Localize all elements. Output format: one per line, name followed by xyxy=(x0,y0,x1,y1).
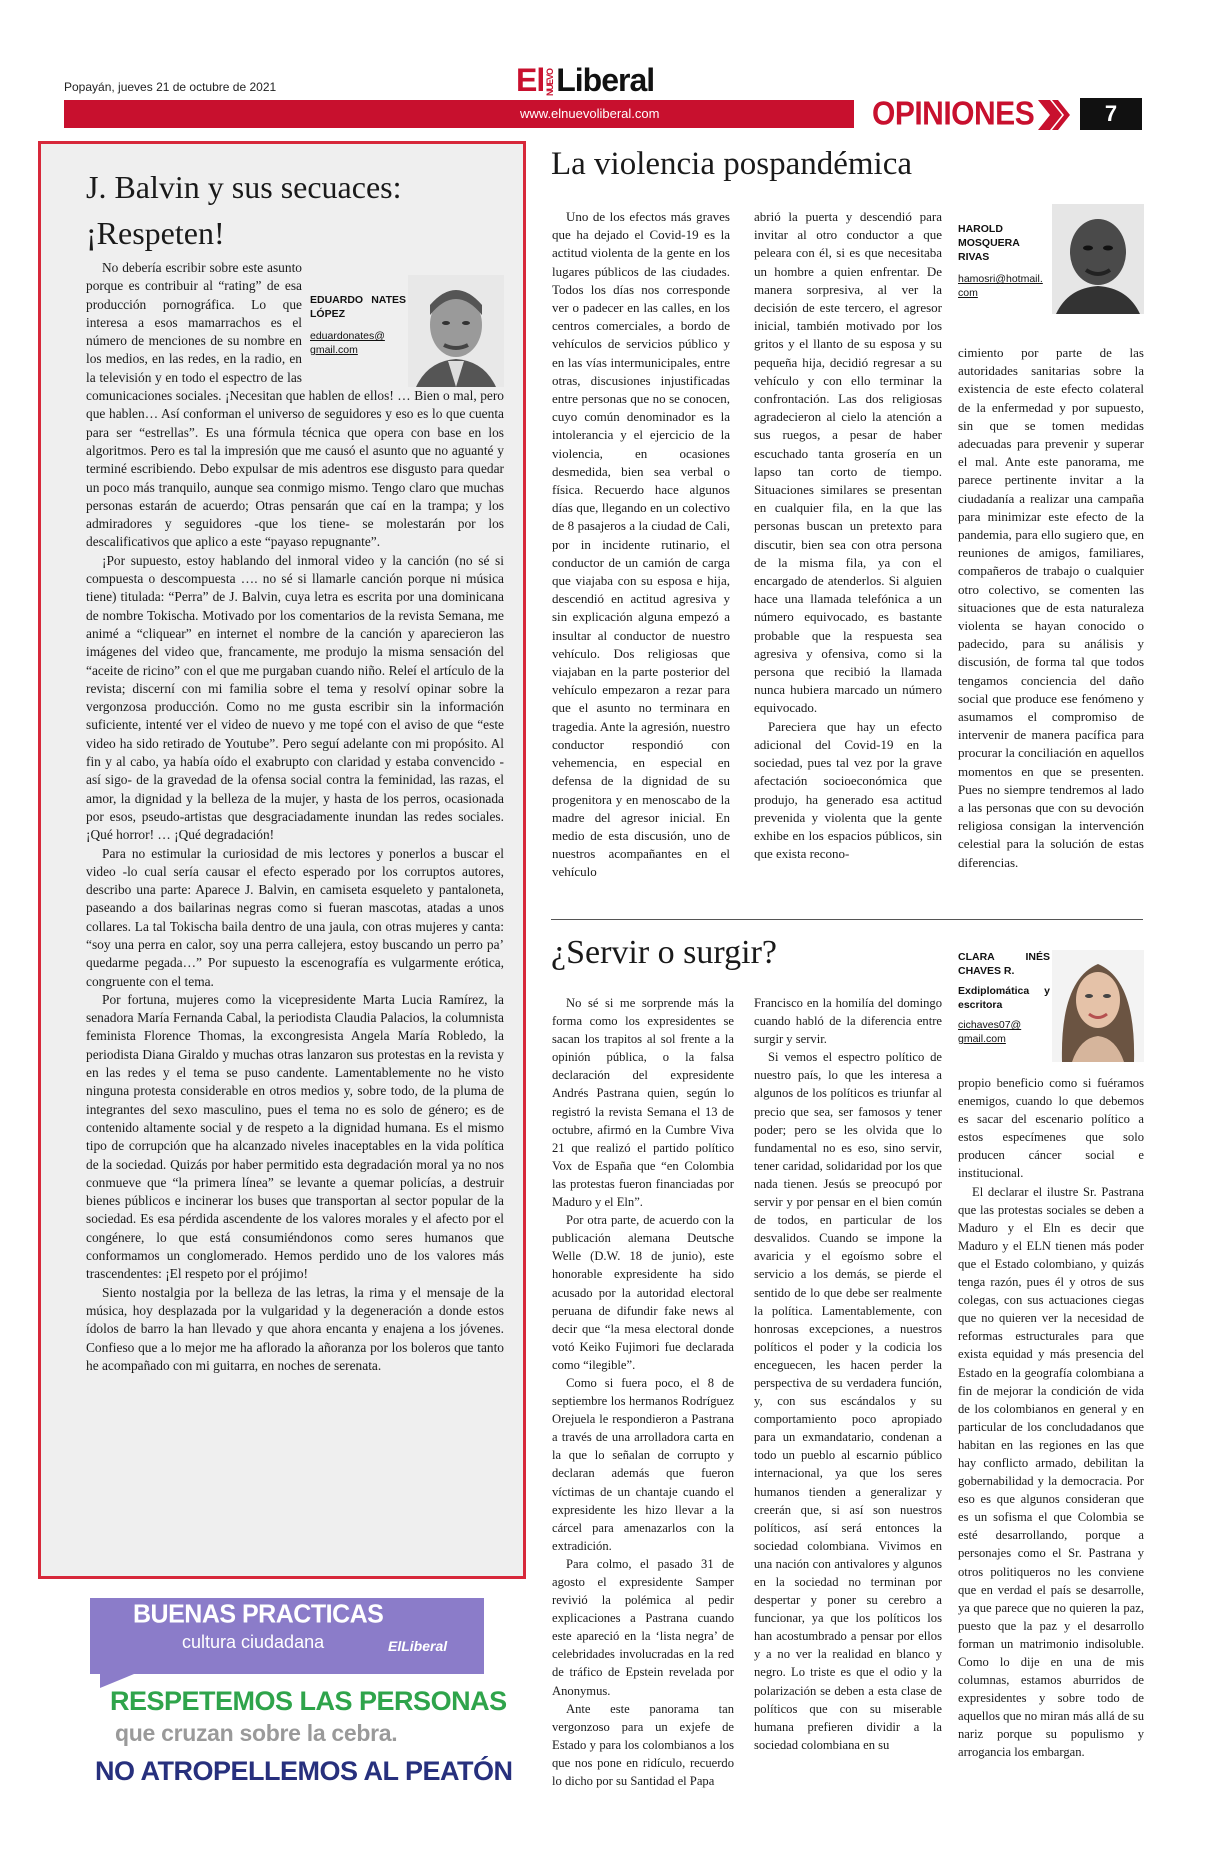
author-portrait xyxy=(408,275,504,387)
paragraph: No sé si me sorprende más la forma como los expresidentes se sacan los trapitos al sol frente a la opinión pública, o la falsa declaración del expresidente Andrés Pastrana quien, según lo registró la revista Semana el 13 de octubre, afirmó en la Cumbre Viva 21 que realizó el partido político Vox de España que “en Colombia las protestas fueron financiadas por Maduro y el Eln”. xyxy=(552,996,734,1210)
section-label: OPINIONES xyxy=(872,96,1035,133)
article-title: ¿Servir o surgir? xyxy=(551,934,777,971)
author-email[interactable]: cichaves07@ gmail.com xyxy=(958,1019,1022,1045)
author-email[interactable]: eduardonates@ gmail.com xyxy=(310,330,385,356)
paragraph: Por otra parte, de acuerdo con la publicación alemana Deutsche Welle (D.W. 18 de junio), este honorable expresidente ha sido acusado por la autoridad electoral peruana de difundir fake news al decir que “la mesa electoral donde votó Keiko Fujimori fue declarada como “ilegible”. xyxy=(552,1213,734,1372)
ad-title: BUENAS PRACTICAS xyxy=(133,1599,384,1629)
article-column xyxy=(958,950,1144,1762)
author-role: Exdiplomática y escritora xyxy=(958,985,1050,1011)
author-email[interactable]: hamosri@hotmail. com xyxy=(958,273,1043,299)
paragraph: Si vemos el espectro político de nuestro país, lo que les interesa a algunos de los políticos es triunfar al precio que sea, ser famosos y tener poder; pero se les olvida que lo fundamental no es eso, sino servir, tener caridad, solidaridad por los que nada tienen. Jesús se preocupó por servir y por pensar en el bien común de todos, en particular de los desvalidos. Cuando se impone la avaricia y el egoísmo sobre el servicio a los demás, se pierde el sentido de lo que debe ser realmente la política. Lamentablemente, con honrosas excepciones, a nuestros políticos el poder y la codicia los enceguecen, les hacen perder la perspectiva de su verdadera función, y, con sus escándalos y su comportamiento poco apropiado para un exmandatario, condenan a todo un pueblo al escarnio público internacional, ya que los seres humanos tienden a generalizar y creerán que, si así son nuestros políticos, así será entonces la sociedad colombiana. Vivimos en una nación con antivalores y algunos en la sociedad no terminan por despertar y poner su cerebro a funcionar, ya que los políticos los han acostumbrado a pensar por ellos y a no ver la realidad en blanco y negro. Lo triste es que el odio y la polarización se deben a esta clase de políticos que con su miserable humana prefieren dividir a la sociedad colombiana en su xyxy=(754,1050,942,1752)
logo-liberal: Liberal xyxy=(556,62,655,98)
ad-banner-strip xyxy=(90,1660,484,1674)
paragraph: propio beneficio como si fuéramos enemigos, cuando lo que debemos es sacar del escenario político a estos especímenes que solo producen cáncer social e institucional. xyxy=(958,1076,1144,1181)
ad-logo: ElLiberal xyxy=(388,1638,448,1654)
paragraph: Para colmo, el pasado 31 de agosto el expresidente Samper revivió la polémica al pedir explicaciones a Pastrana cuando este apareció en la ‘lista negra’ de celebridades involucradas en la red de tráfico de Epstein revelada por Anonymus. xyxy=(552,1556,734,1698)
author-block xyxy=(310,259,504,387)
issue-date: Popayán, jueves 21 de octubre de 2021 xyxy=(64,80,277,94)
paragraph: cimiento por parte de las autoridades sanitarias sobre la existencia de este efecto colateral de la enfermedad y por supuesto, sin que se tomen medidas adecuadas para prevenir y superar el mal. Ante este panorama, me parece pertinente invitar a la ciudadanía a realizar una campaña para minimizar este efecto de la pandemia, para ello sugiero que, en reuniones de amigos, familiares, compañeros de trabajo o cualquier otro colectivo, se comenten las situaciones que de esta naturaleza violenta se hayan conocido o padecido, para su análisis y discusión, de forma tal que todos tengamos conciencia del daño social que produce ese fenómeno y asumamos el compromiso de intervenir de manera pacífica para procurar la conciliación en aquellos momentos en que se presenten. Pues no siempre tendremos al lado a las personas que con su devoción religiosa consigan la intervención celestial para la solución de estas diferencias. xyxy=(958,345,1144,870)
paragraph: El declarar el ilustre Sr. Pastrana que las protestas sociales se deben a Maduro y el Eln es decir que Maduro y el ELN tienen más poder que el Estado colombiano, y quizás tenga razón, pues él y otros de sus colegas, con sus actuaciones ciegas que no quieren ver la necesidad de reformas estructurales para que exista equidad y más presencia del Estado en la geografía colombiana a fin de mejorar la condición de vida de los colombianos en general y en particular de los concludadanos que habitan en las regiones en las que hay conflicto armado, debilitan la gobernabilidad y la democracia. Por eso es que algunos consideran que es un sofisma el que Colombia se esté desarrollando, porque a personajes como el Sr. Pastrana y otros politiqueros no les conviene que en verdad el país se desarrolle, ya que parece que no quieren la paz, puesto que la paz y el desarrollo forman un matrimonio indisoluble. Como lo dije en una de mis columnas, estamos aburridos de expresidentes y sobre todo de aquellos que no miran más allá de su nariz porque su populismo y arrogancia los embargan. xyxy=(958,1184,1144,1760)
ad-slogan-3: NO ATROPELLEMOS AL PEATÓN xyxy=(95,1756,513,1786)
article-body xyxy=(86,259,504,1375)
paragraph: Francisco en la homilía del domingo cuando habló de la diferencia entre surgir y servir. xyxy=(754,996,942,1047)
logo-nuevo: NUEVO xyxy=(545,69,556,97)
paragraph: Como si fuera poco, el 8 de septiembre los hermanos Rodríguez Orejuela le respondieron a Pastrana a través de una arrolladora carta en la que lo señalan de corrupto y declaran además que fueron víctimas de un chantaje cuando el expresidente les hizo llevar a la cárcel para amenazarlos con la extradición. xyxy=(552,1375,734,1553)
paragraph: Para no estimular la curiosidad de mis lectores y ponerlos a buscar el video -lo cual sería causar el efecto esperado por los corruptos autores, describo una parte: Aparece J. Balvin, en camiseta esqueleto y pantaloneta, paseando a dos bailarinas negras como si fueran mascotas, atadas a unos collares. La tal Tokischa baila dentro de una jaula, con otras mujeres y canta: “soy una perra en calor, soy una perra callejera, estoy buscando un perro pa’ quedarme pegada…” Por supuesto la escenografía es vulgarmente erótica, congruente con el tema. xyxy=(86,845,504,989)
article-column xyxy=(958,204,1144,872)
newspaper-logo[interactable] xyxy=(516,62,654,99)
author-name: EDUARDO NATES LÓPEZ xyxy=(310,294,406,320)
logo-el: El xyxy=(516,62,545,98)
article-divider xyxy=(551,919,1143,920)
page-number: 7 xyxy=(1080,98,1142,130)
ad-slogan-2: que cruzan sobre la cebra. xyxy=(115,1720,398,1746)
author-name: CLARA INÉS CHAVES R. xyxy=(958,951,1050,977)
paragraph: Uno de los efectos más graves que ha dejado el Covid-19 es la actitud violenta de la gente en los lugares públicos de las ciudades. Todos los días nos corresponde ver o padecer en las calles, en los centros comerciales, a bordo de vehículos de servicios público y en las vías intermunicipales, entre otras, discusiones injustificadas entre personas que no se conocen, cuyo común denominador es la intolerancia y el ejercicio de la violencia, en ocasiones desmedida, bien sea verbal o física. Recuerdo hace algunos días que, llegando en un colectivo de 8 pasajeros a la ciudad de Cali, por in incidente rutinario, el conductor de un camión de carga que viajaba con su esposa e hija, descendió en actitud agresiva y sin explicación alguna empezó a insultar al conductor de nuestro vehículo. Dos religiosas que viajaban en la parte posterior del vehículo empezaron a rezar para que el asunto no terminara en tragedia. Ante la agresión, nuestro conductor respondió con vehemencia, en especial en defensa de la dignidad de su progenitora y en menoscabo de la madre del agresor inicial. En medio de esta discusión, uno de nuestros acompañantes en el vehículo xyxy=(552,209,730,880)
paragraph: ¡Por supuesto, estoy hablando del inmoral video y la canción (no sé si compuesta o descompuesta …. no sé si llamarle canción porque ni música tiene) titulada: “Perra” de J. Balvin, cuya letra es escrita por una dominicana de nombre Tokischa. Motivado por los comentarios de la revista Semana, me animé a “cliquear” en internet el nombre de la canción y aparecieron las imágenes del video que, francamente, me produjo la misma sensación del “aceite de ricino” con el que me purgaban cuando niño. Releí el artículo de la revista; discerní con mi familia sobre el tema y resolví opinar sobre la vergonzosa producción. Como no me gusta escribir sin la información suficiente, intenté ver el video de nuevo y me topé con el aviso de que “este video ha sido retirado de Youtube”. Pero seguí adelante con mi propósito. Al fin y al cabo, ya había oído el exabrupto con claridad y estaba convencido -así sigo- de la gravedad de la ofensa social contra la feminidad, las razas, el amor, la dignidad y la belleza de la mujer, y hasta de los perros, ocasionada por esos, pseudo-artistas que desgraciadamente inundan las redes sociales. ¡Qué horror! … ¡Qué degradación! xyxy=(86,552,504,843)
website-url[interactable]: www.elnuevoliberal.com xyxy=(520,106,660,121)
article-title: La violencia pospandémica xyxy=(551,146,913,182)
article-column xyxy=(552,994,734,1790)
author-portrait xyxy=(1052,204,1144,314)
author-portrait xyxy=(1052,950,1144,1062)
paragraph: Por fortuna, mujeres como la vicepresidente Marta Lucia Ramírez, la senadora María Fernanda Cabal, la periodista Claudia Palacios, la columnista feminista Florence Thomas, la excongresista Angela María Robledo, la periodista Diana Giraldo y muchas otras lanzaron sus protestas en la revista y en las redes y el tema se puso candente. Lamentablemente no he visto ninguna protesta considerable en otros medios y, sobre todo, de la pluma de integrantes del sexo masculino, pues el tema no es solo de género; es de contenido altamente social y de respeto a la dignidad humana. Es el mismo tipo de corrupción que ha alcanzado niveles inaceptables en la vida política de la sociedad. Quizás por haber permitido esta degradación moral ya no nos conmueve que “la primera línea” se levante a quemar policías, a destruir bienes públicos e incinerar los buses que transportan al sector popular de la sociedad. Es esa pérdida ascendente de los valores morales y el afecto por el congénere, lo que está consumiéndonos como seres humanos que conformamos un conglomerado. Hemos perdido uno de los valores más trascendentes: ¡El respeto por el prójimo! xyxy=(86,991,504,1282)
paragraph: abrió la puerta y descendió para invitar al otro conductor a que peleara con él, si es que necesitaba un hombre a quien enfrentar. De manera sorpresiva, al ver la decisión de este tercero, el agresor inicial, también motivado por los gritos y el llanto de su esposa y su pequeña hija, decidió regresar a su vehículo y con ello terminar la confrontación. Las dos religiosas agradecieron al cielo la atención a sus ruegos, a pesar de haber escuchado tanta grosería en un lapso tan corto de tiempo. Situaciones similares se presentan en cualquier fila, en la que las personas buscan un pretexto para discutir, bien sea con otra persona de la misma fila, ya con el encargado de atenderlos. Si alguien hace una llamada telefónica a un número equivocado, es bastante probable que la respuesta sea agresiva y ofensiva, como si la persona que recibió la llamada nunca hubiera marcado un número equivocado. xyxy=(754,209,942,716)
article-title: J. Balvin y sus secuaces: ¡Respeten! xyxy=(86,169,402,251)
paragraph: Ante este panorama tan vergonzoso para un exjefe de Estado y para los colombianos a los que nos pone en ridículo, recuerdo lo dicho por su Santidad el Papa xyxy=(552,1701,734,1789)
ad-subtitle: cultura ciudadana xyxy=(182,1632,325,1652)
chevron-decoration-icon xyxy=(1036,100,1070,130)
paragraph: No debería escribir sobre este asunto porque es contribuir al “rating” de esa producción pornográfica. Lo que interesa a esos mamarrachos es el número de menciones de su nombre en los medios, en las redes, en la radio, en la televisión y en todo el espectro de las comunicaciones sociales. ¡Necesitan que hablen de ellos! … Bien o mal, pero que hablen… Así conforman el universo de seguidores y eso es lo que cuenta para ser “estrellas”. Es una fórmula técnica que opera con base en los algoritmos. Pero es tal la impresión que me causó el asunto que no aguanté y terminé escribiendo. Debo expulsar de mis adentros ese disgusto para quedar un poco más tranquilo, aunque sea conmigo mismo. Tengo claro que muchas personas estarán de acuerdo; Otras pensarán que caí en la trampa; y los admiradores y seguidores -que los tiene- se molestarán por los descalificativos que aplico a este “payaso repugnante”. xyxy=(86,260,504,550)
article-column xyxy=(754,994,942,1754)
paragraph: Pareciera que hay un efecto adicional del Covid-19 en la sociedad, pues tal vez por la grave afectación socioeconómica que produjo, ha generado esa actitud prevenida y violenta que la gente exhibe en los espacios públicos, sin que exista recono- xyxy=(754,718,942,862)
author-block xyxy=(958,950,1144,1074)
author-block xyxy=(958,204,1144,344)
article-column xyxy=(552,208,730,882)
author-name: HAROLD MOSQUERA RIVAS xyxy=(958,223,1020,263)
header-red-bar xyxy=(64,100,854,128)
article-column xyxy=(754,208,942,863)
paragraph: Siento nostalgia por la belleza de las letras, la rima y el mensaje de la música, hoy desplazada por la vulgaridad y la degeneración a donde estos ídolos de barro la han llevado y que ahora encanta y enajena a los jóvenes. Confieso que a lo mejor me ha aflorado la añoranza por los boleros que tanto he acompañado con mi guitarra, en noches de serenata. xyxy=(86,1284,504,1373)
ad-slogan-1: RESPETEMOS LAS PERSONAS xyxy=(110,1686,507,1716)
